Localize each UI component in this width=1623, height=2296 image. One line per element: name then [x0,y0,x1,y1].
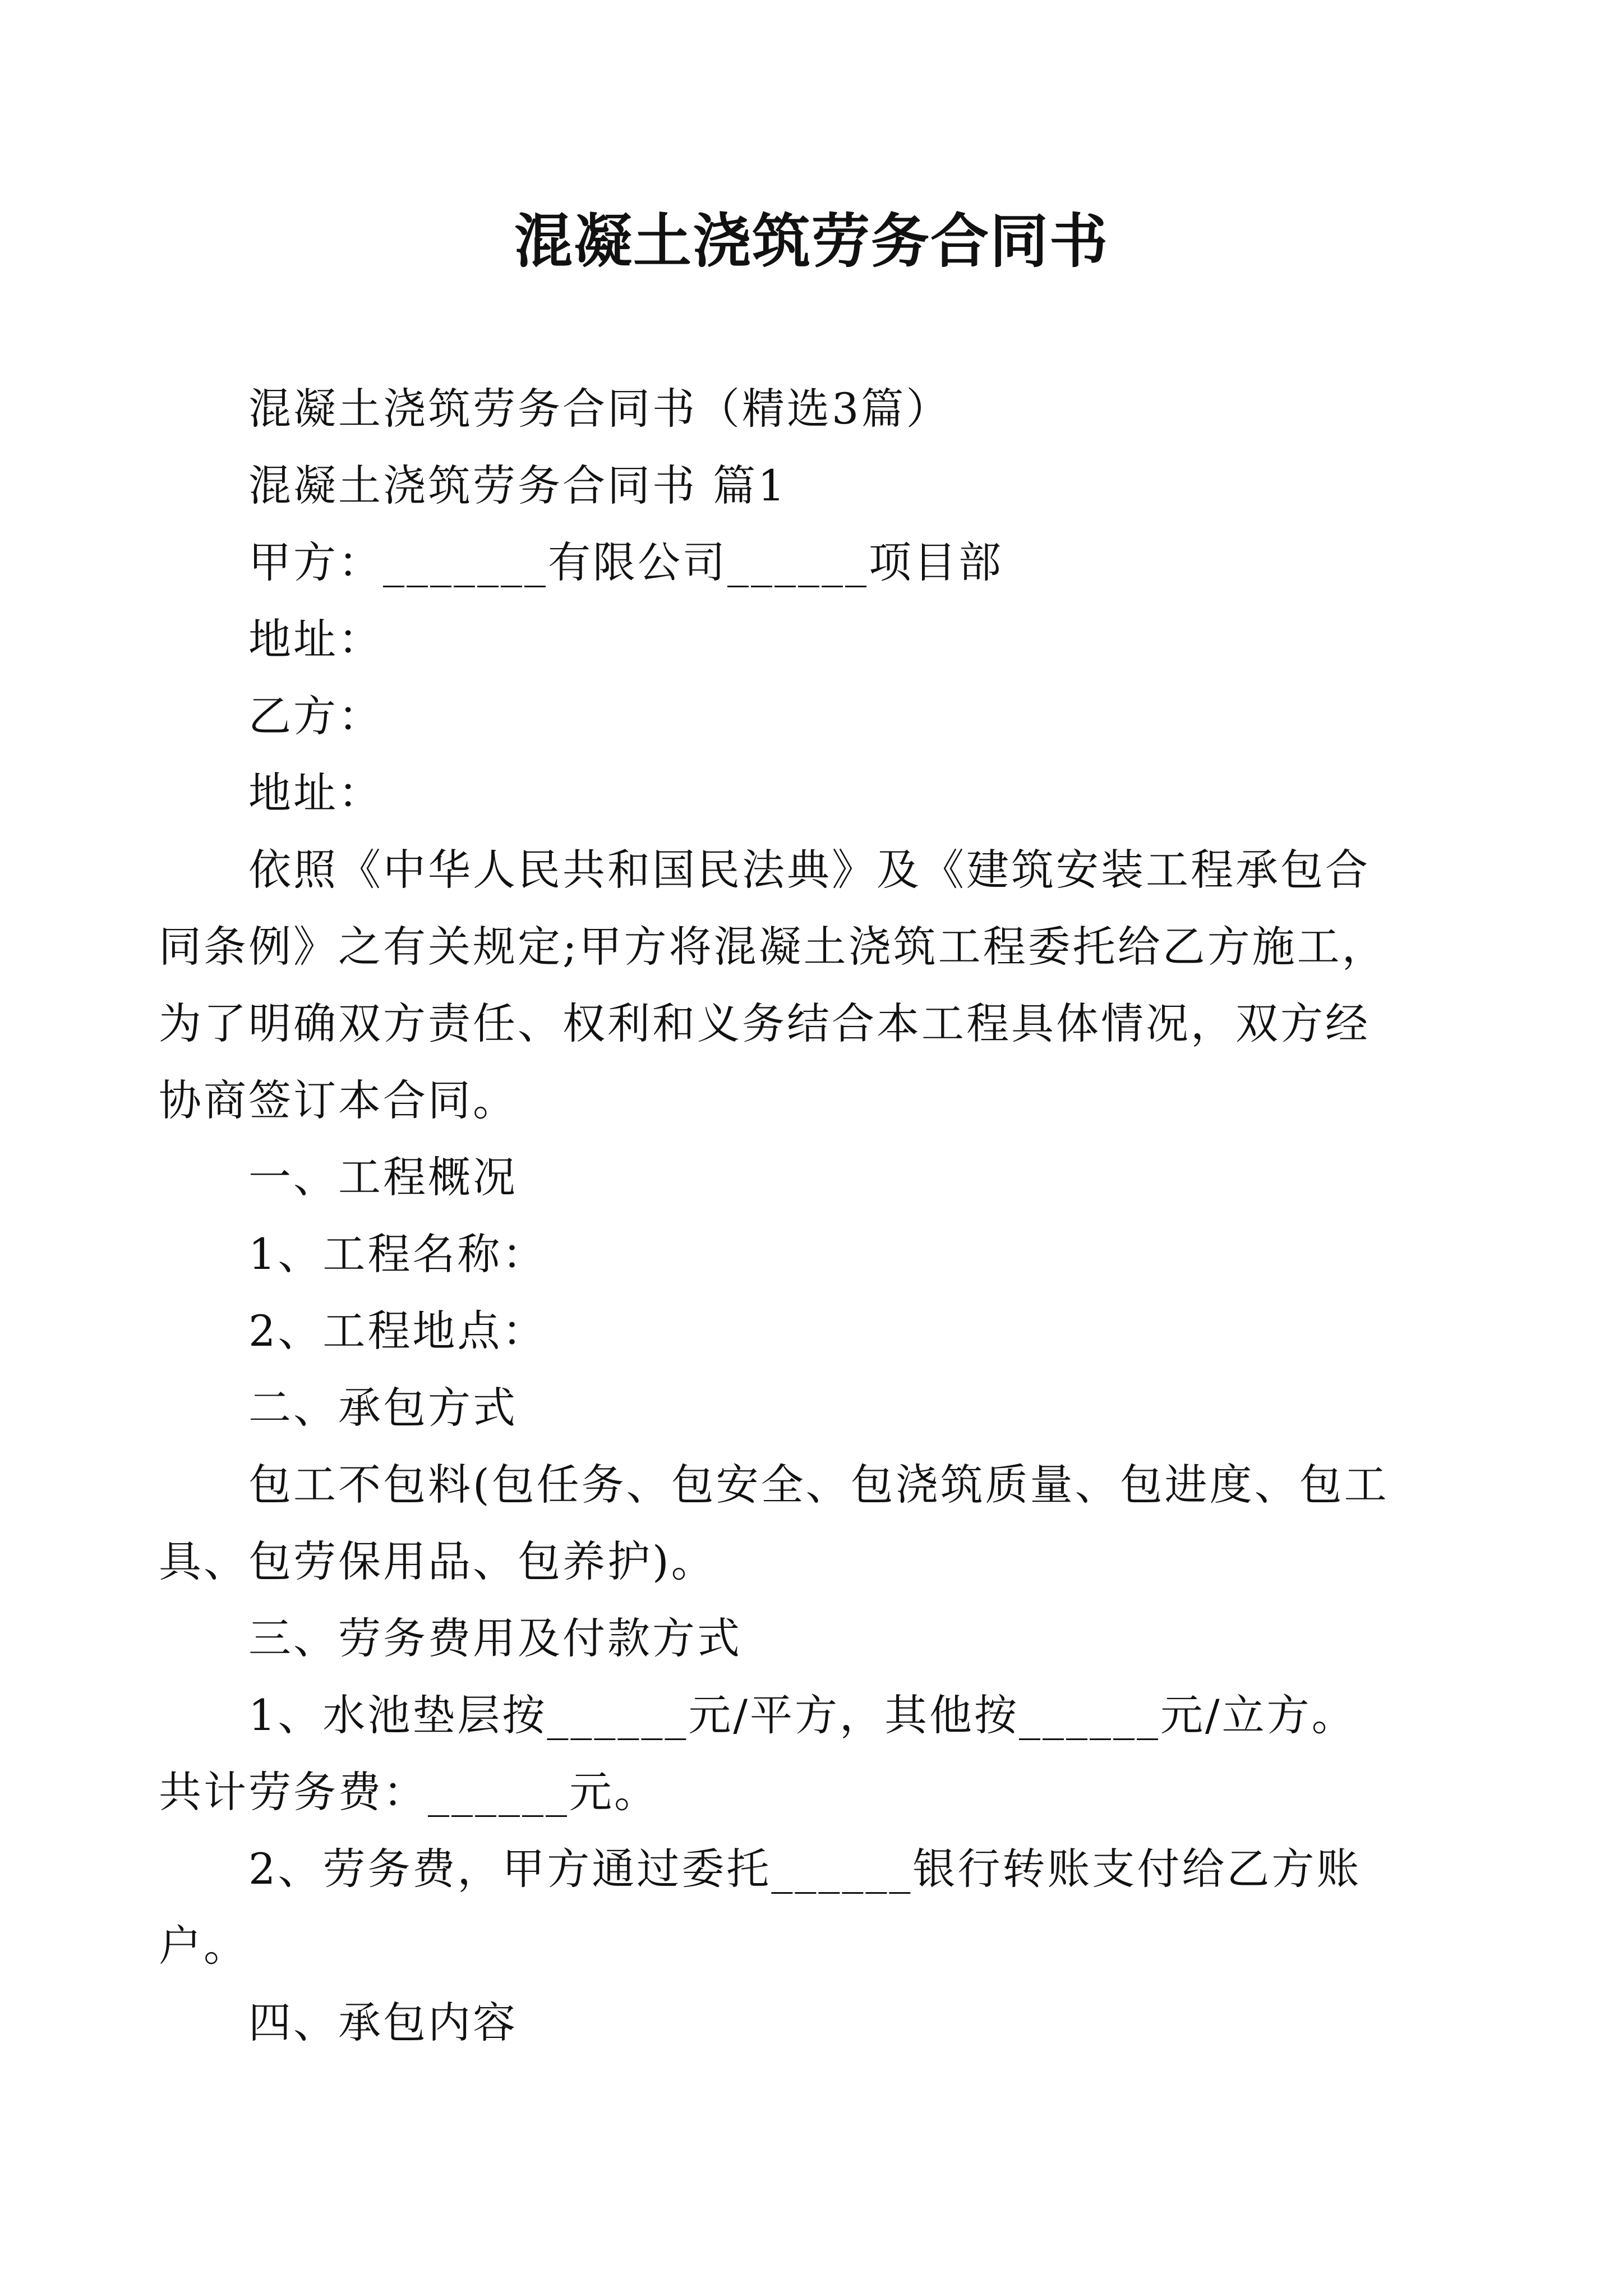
document-title: 混凝土浇筑劳务合同书 [514,206,1109,275]
paragraph-preamble: 依照《中华人民共和国民法典》及《建筑安装工程承包合同条例》之有关规定;甲方将混凝土浇筑工程委托给乙方施工，为了明确双方责任、权利和义务结合本工程具体情况，双方经协商签订本合同。 [159,845,1387,1125]
paragraph-fee-payment: 2、劳务费，甲方通过委托______银行转账支付给乙方账户。 [159,1844,1362,1971]
paragraph-heading-fees: 三、劳务费用及付款方式 [248,1613,742,1663]
paragraph-fee-rates: 1、水池垫层按______元/平方，其他按______元/立方。共计劳务费：______元。 [159,1690,1357,1817]
paragraph-address-a: 地址： [248,614,383,664]
paragraph-subtitle: 混凝土浇筑劳务合同书（精选3篇） [248,384,951,434]
paragraph-project-location: 2、工程地点： [248,1306,547,1356]
paragraph-address-b: 地址： [248,768,383,818]
paragraph-section-heading: 混凝土浇筑劳务合同书 篇1 [248,461,787,510]
paragraph-heading-contract-method: 二、承包方式 [248,1383,518,1433]
paragraph-heading-overview: 一、工程概况 [248,1152,518,1202]
document-body [159,370,1393,2061]
paragraph-project-name: 1、工程名称： [248,1229,547,1279]
paragraph-heading-scope: 四、承包内容 [248,1998,518,2047]
paragraph-party-b: 乙方： [248,691,383,741]
paragraph-party-a: 甲方：_______有限公司______项目部 [248,537,1003,587]
paragraph-contract-method: 包工不包料(包任务、包安全、包浇筑质量、包进度、包工具、包劳保用品、包养护)。 [159,1460,1389,1586]
